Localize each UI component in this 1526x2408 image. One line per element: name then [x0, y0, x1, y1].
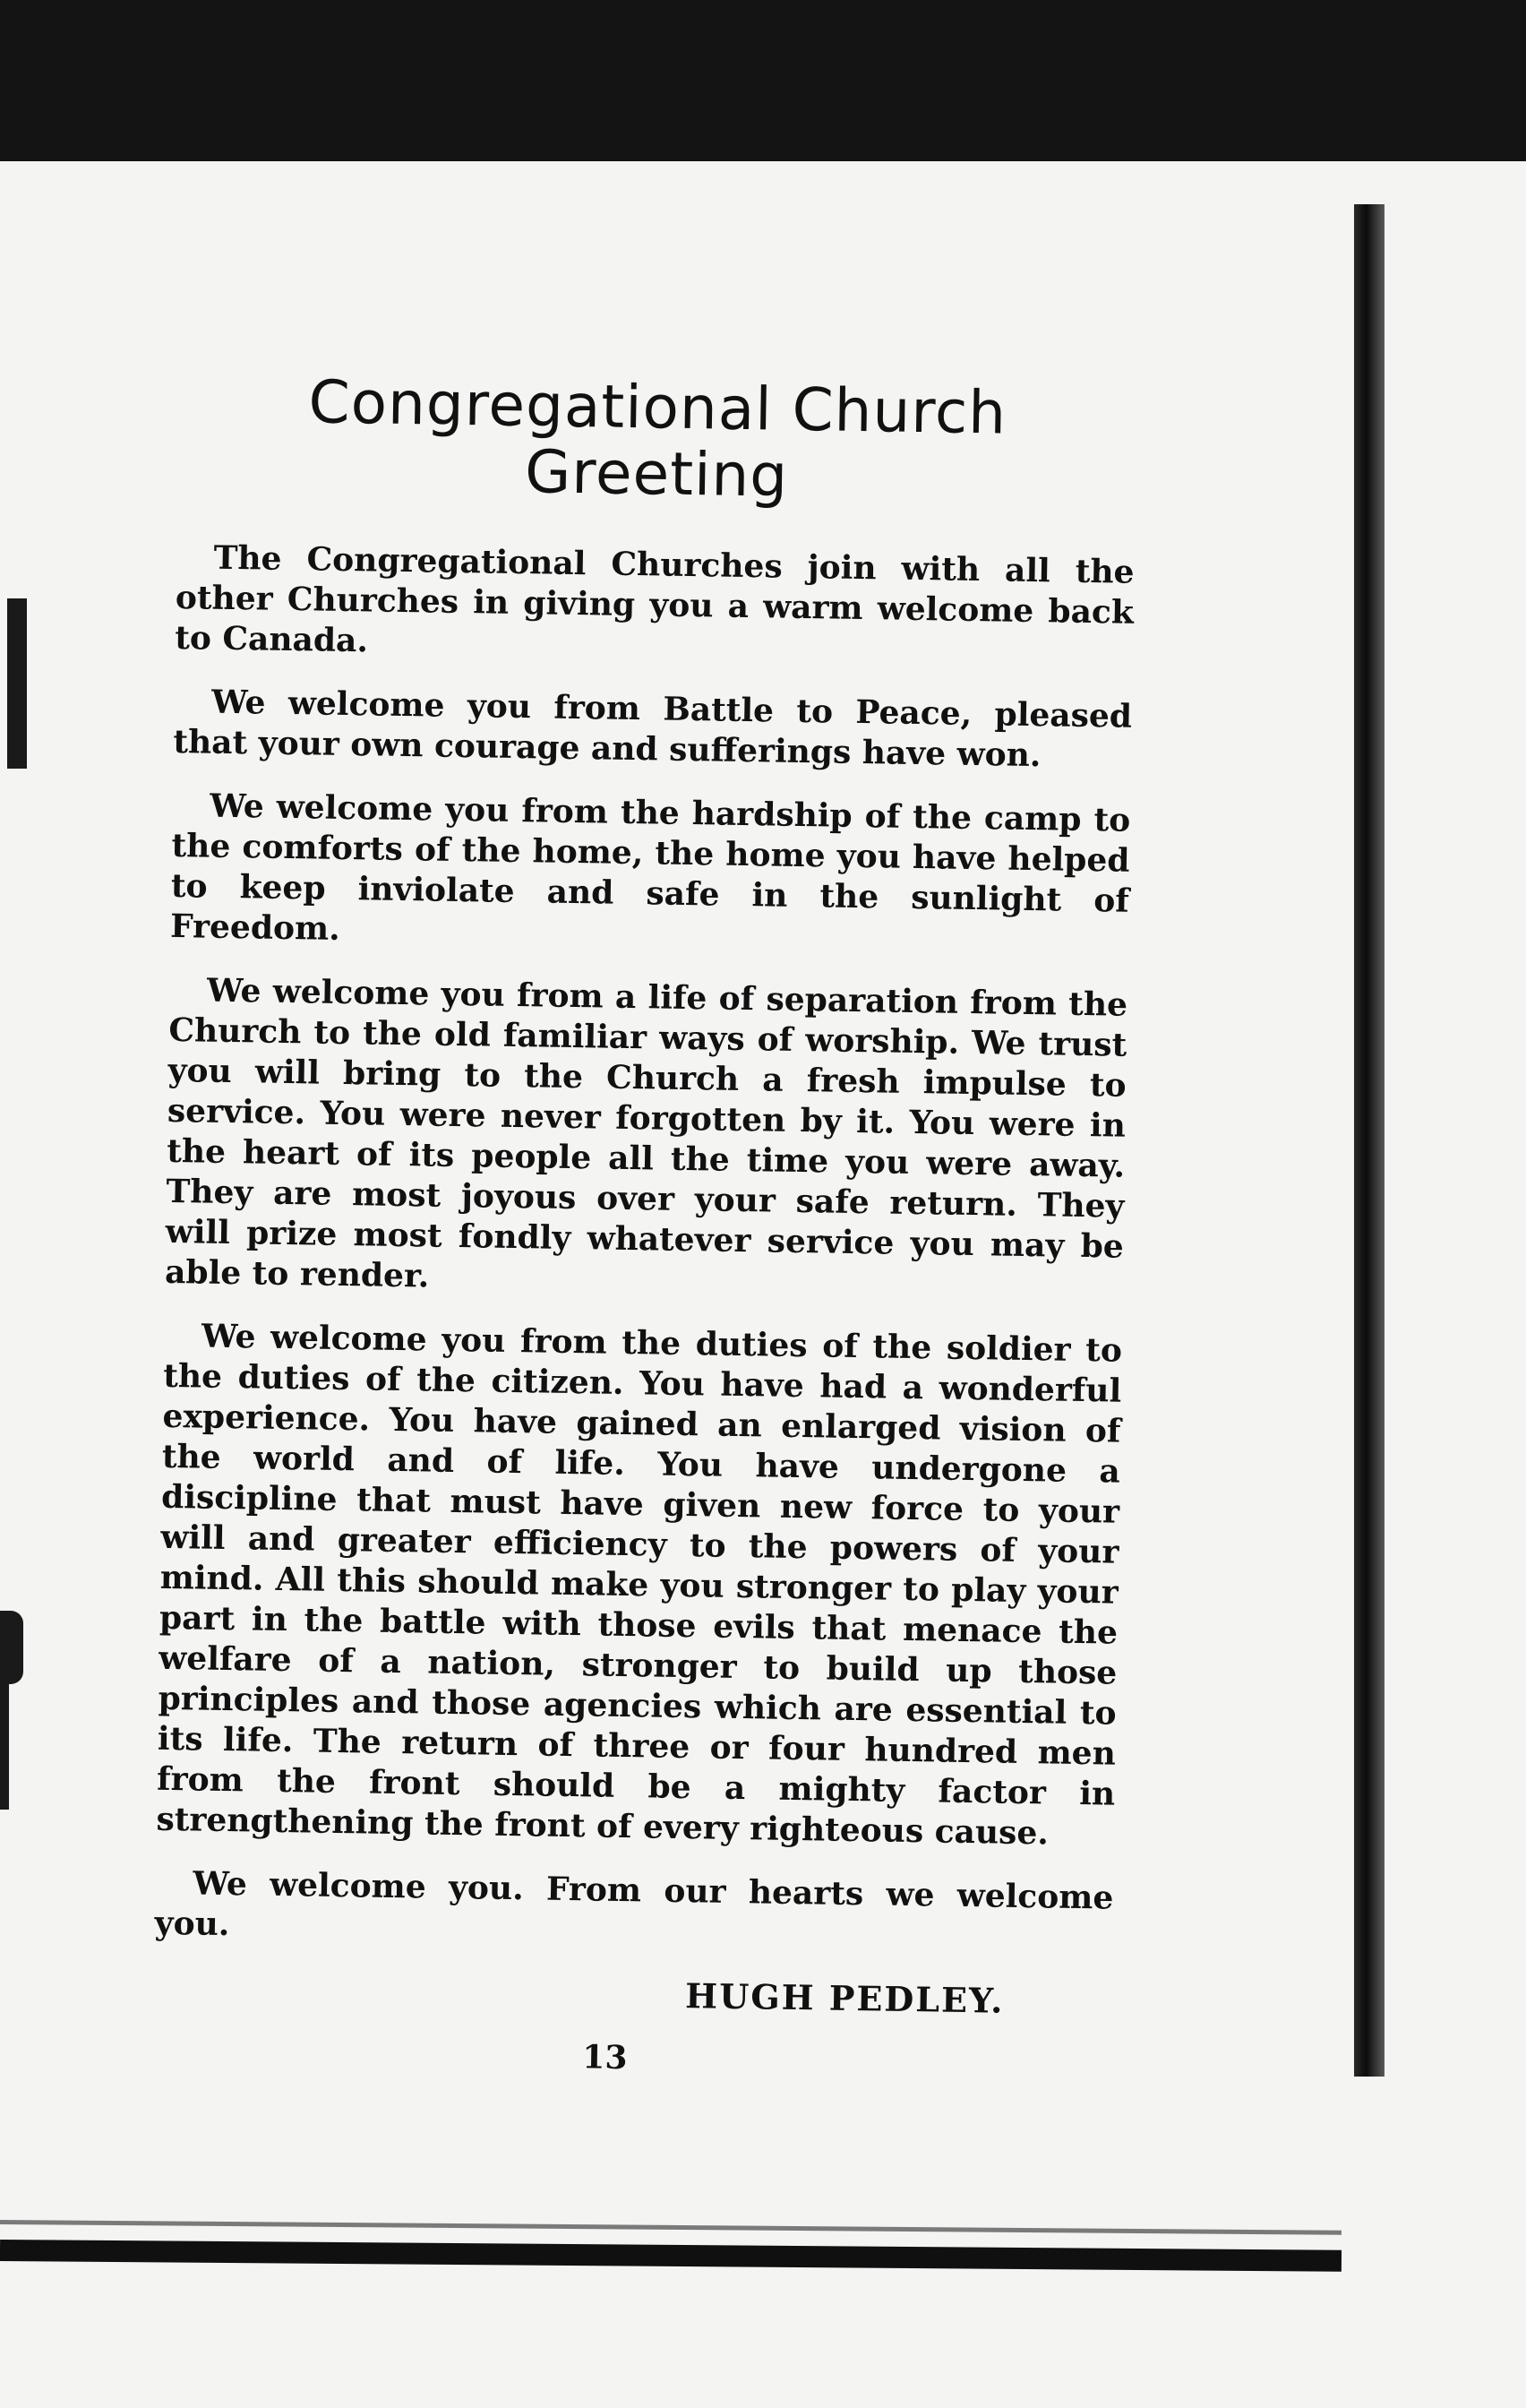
binding-mark-1 [7, 598, 27, 769]
title-line-1: Congregational Church [308, 367, 1007, 448]
page-bottom-edge [0, 2240, 1342, 2272]
page-title [177, 367, 1137, 515]
binding-mark-3 [0, 1684, 9, 1810]
page-number: 13 [582, 2038, 628, 2077]
paragraph-4: We welcome you from a life of separation from the Church to the old familiar ways of worship. We trust you will bring to the Church a fresh impulse to service. You were never forgotten by it. You were in the heart of its people all the time you were away. They are most joyous over your safe return. They will prize most fondly whatever service you may be able to render. [164, 971, 1128, 1295]
paragraph-6: We welcome you. From our hearts we welcome you. [154, 1864, 1114, 1944]
paragraph-2: We welcome you from Battle to Peace, pleased that your own courage and sufferings have won. [173, 683, 1133, 775]
title-line-2: Greeting [524, 437, 789, 511]
signature: HUGH PEDLEY. [684, 1975, 1005, 2021]
paragraph-1: The Congregational Churches join with all the other Churches in giving you a warm welcome back to Canada. [174, 538, 1135, 660]
page-bottom-shadow [0, 2220, 1342, 2235]
binding-mark-2 [0, 1611, 23, 1684]
page-text-block [152, 367, 1137, 2085]
scan-top-border [0, 0, 1526, 161]
paragraph-5: We welcome you from the duties of the soldier to the duties of the citizen. You have had a wonderful experience. You have gained an enlarged vision of the world and of life. You have undergone a discipline that must have given new force to your will and greater efficiency to the powers of your mind. All this should make you stronger to play your part in the battle with those evils that menace the welfare of a nation, stronger to build up those principles and those agencies which are essential to its life. The return of three or four hundred men from the front should be a mighty factor in strengthening the front of every righteous cause. [156, 1317, 1123, 1853]
page-right-edge [1354, 204, 1385, 2077]
paragraph-3: We welcome you from the hardship of the camp to the comforts of the home, the home you have helped to keep inviolate and safe in the sunlight of Freedom. [169, 787, 1131, 948]
